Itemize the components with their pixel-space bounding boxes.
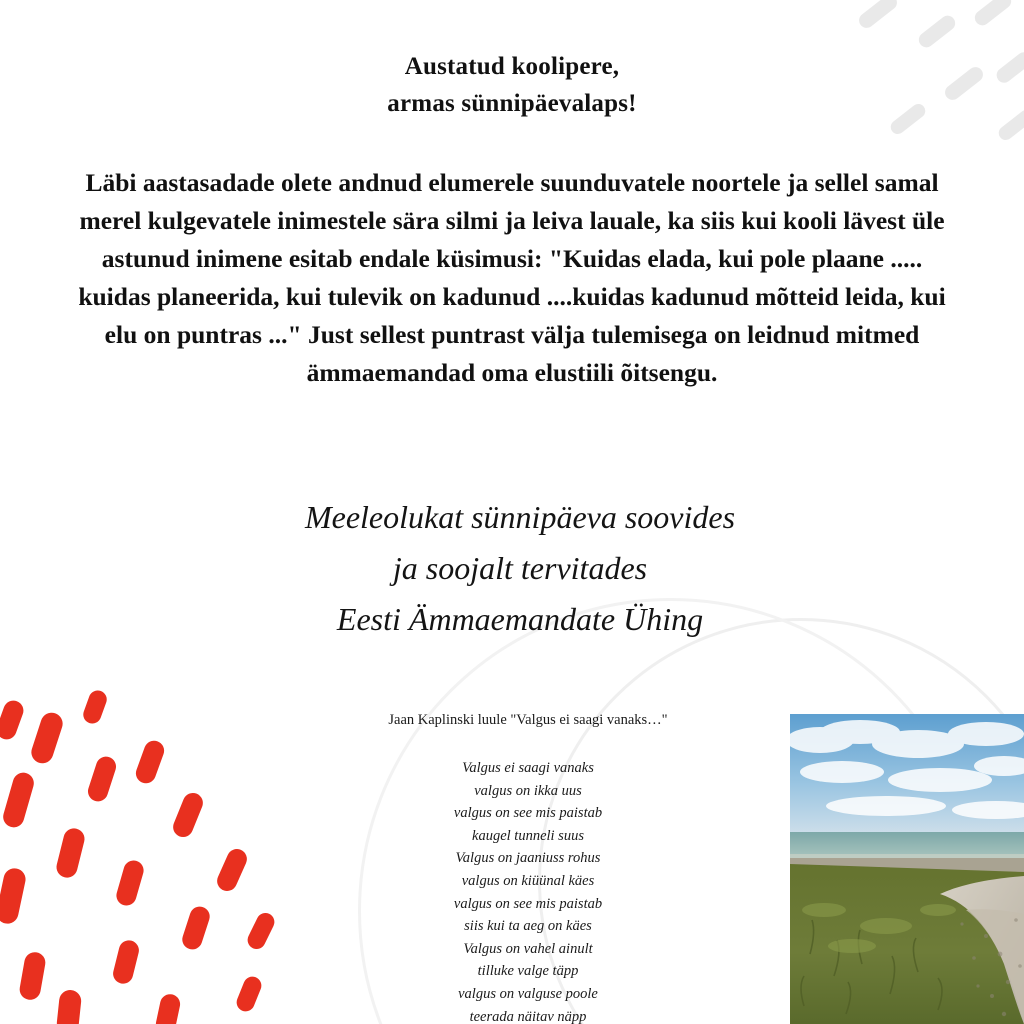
greeting-block [0,48,1024,122]
poem-line: tilluke valge täpp [477,963,579,980]
poem-line: teerada näitav näpp [469,1008,587,1024]
poem-line: Valgus ei saagi vanaks [462,760,594,776]
seaside-photo-graphic [790,714,1024,1024]
body-paragraph: Läbi aastasadade olete andnud elumerele suunduvatele noortele ja sellel samal merel kulgevatele inimestele sära silmi ja leiva lauale, ka siis kui kooli lävest üle astunud inimene esitab endale küsimusi: "Kuidas elada, kui pole plaane ..... kuidas planeerida, kui tulevik on kadunud ....kuidas kadunud mõtteid leida, kui elu on puntras ..." Just sellest puntrast välja tulemisega on leidnud mitmed ämmaemandad oma elustiili õitsengu. [78,168,946,387]
signature-line-1: Meeleolukat sünnipäeva soovides [304,499,736,535]
greeting-line-2: armas sünnipäevalaps! [387,90,637,117]
poem-line: siis kui ta aeg on käes [464,918,592,935]
signature-line-2: ja soojalt tervitades [392,550,648,586]
greeting-line-1: Austatud koolipere, [404,53,620,80]
poem-line: valgus on see mis paistab [453,895,603,912]
poem-line: valgus on kiüünal käes [461,872,595,889]
poem-line: valgus on ikka uus [474,782,582,799]
poem-line: valgus on see mis paistab [453,805,603,822]
signature-line-3: Eesti Ämmaemandate Ühing [336,601,704,637]
poem-block [328,757,728,1024]
poem-line: kaugel tunneli suus [472,827,584,844]
poem-line: Valgus on jaaniuss rohus [455,850,601,867]
poem-line: valgus on valguse poole [458,985,598,1002]
signature-block [120,492,920,645]
seaside-photo [790,714,1024,1024]
poem-line: Valgus on vahel ainult [463,940,593,957]
poem-credit: Jaan Kaplinski luule "Valgus ei saagi vanaks…" [388,712,668,728]
